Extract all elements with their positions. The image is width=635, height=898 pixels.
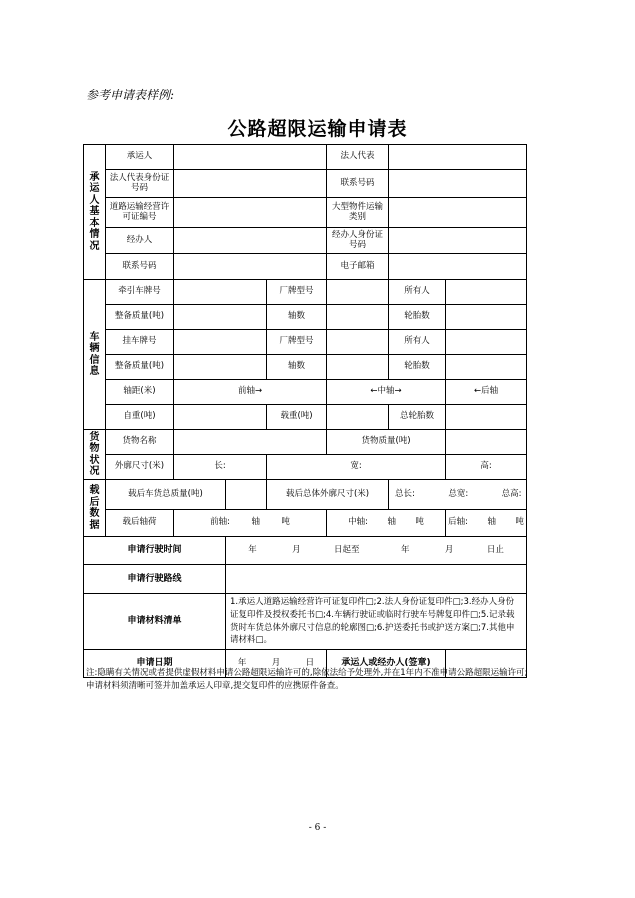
loaded-axle-load-label: 载后轴荷 <box>106 510 174 537</box>
travel-route-label: 申请行驶路线 <box>84 565 226 594</box>
front-axle-marker[interactable]: 前轴→ <box>174 380 327 405</box>
cargo-weight-label: 货物质量(吨) <box>327 430 446 455</box>
brand-model-value[interactable] <box>327 280 389 305</box>
travel-time-year: 年 <box>248 544 257 555</box>
trailer-plate-label: 挂车牌号 <box>106 330 174 355</box>
handler-value[interactable] <box>174 228 327 254</box>
loaded-rear-axle-field[interactable] <box>446 510 527 537</box>
signature-label: 承运人或经办人(签章) <box>327 650 446 678</box>
large-cargo-type-value[interactable] <box>389 198 527 228</box>
form-title: 公路超限运输申请表 <box>227 118 408 140</box>
materials-label: 申请材料清单 <box>84 594 226 650</box>
middle-axle-marker[interactable]: ←中轴→ <box>327 380 446 405</box>
legal-rep-id-value[interactable] <box>174 170 327 198</box>
travel-time-field[interactable] <box>226 537 527 565</box>
tractor-plate-label: 牵引车牌号 <box>106 280 174 305</box>
travel-time-year-2: 年 <box>400 544 410 555</box>
loaded-total-height-label: 总高: <box>501 488 522 499</box>
load-capacity-value[interactable] <box>327 405 389 430</box>
brand-model-2-label: 厂牌型号 <box>267 330 327 355</box>
section-vehicle <box>84 280 106 430</box>
cargo-length-field[interactable] <box>174 455 267 480</box>
loaded-total-weight-label: 载后车货总质量(吨) <box>106 480 226 510</box>
travel-time-day-from: 日起至 <box>334 544 360 555</box>
owner-value[interactable] <box>446 280 527 305</box>
loaded-total-width-label: 总宽: <box>448 488 469 499</box>
tractor-plate-value[interactable] <box>174 280 267 305</box>
travel-time-day-to: 日止 <box>486 544 504 555</box>
axles-2-value[interactable] <box>327 355 389 380</box>
legal-rep-label: 法人代表 <box>327 145 389 170</box>
cargo-weight-value[interactable] <box>446 430 527 455</box>
loaded-rear-ton-unit: 吨 <box>515 517 524 528</box>
apply-date-day: 日 <box>305 657 315 668</box>
phone-label: 联系号码 <box>327 170 389 198</box>
cargo-height-label: 高: <box>480 461 492 472</box>
loaded-total-dims-label: 载后总体外廓尺寸(米) <box>267 480 389 510</box>
cargo-dimensions-label: 外廓尺寸(米) <box>106 455 174 480</box>
loaded-rear-axle-label: 后轴: <box>448 517 469 528</box>
tires-2-label: 轮胎数 <box>389 355 446 380</box>
transport-permit-value[interactable] <box>174 198 327 228</box>
loaded-total-dims-value[interactable] <box>389 480 527 510</box>
load-capacity-label: 载重(吨) <box>267 405 327 430</box>
loaded-middle-axle-unit: 轴 <box>387 517 396 528</box>
loaded-front-axle-field[interactable] <box>174 510 327 537</box>
cargo-name-label: 货物名称 <box>106 430 174 455</box>
carrier-value[interactable] <box>174 145 327 170</box>
self-weight-value[interactable] <box>174 405 267 430</box>
phone-value[interactable] <box>389 170 527 198</box>
handler-id-label: 经办人身份证号码 <box>327 228 389 254</box>
owner-label: 所有人 <box>389 280 446 305</box>
loaded-total-weight-value[interactable] <box>226 480 267 510</box>
handler-id-value[interactable] <box>389 228 527 254</box>
brand-model-2-value[interactable] <box>327 330 389 355</box>
cargo-width-field[interactable] <box>267 455 446 480</box>
loaded-middle-ton-unit: 吨 <box>415 517 424 528</box>
total-tires-value[interactable] <box>446 405 527 430</box>
handler-label: 经办人 <box>106 228 174 254</box>
tires-2-value[interactable] <box>446 355 527 380</box>
section-vehicle-label: 车辆信息 <box>89 331 100 377</box>
application-form-table <box>83 144 527 678</box>
tires-label: 轮胎数 <box>389 305 446 330</box>
curb-weight-2-value[interactable] <box>174 355 267 380</box>
loaded-total-length-label: 总长: <box>395 488 415 499</box>
axles-value[interactable] <box>327 305 389 330</box>
section-loaded-label: 载后数据 <box>89 485 100 531</box>
page-number: - 6 - <box>308 823 327 833</box>
curb-weight-label: 整备质量(吨) <box>106 305 174 330</box>
curb-weight-2-label: 整备质量(吨) <box>106 355 174 380</box>
loaded-front-axle-unit: 轴 <box>251 517 260 528</box>
axles-label: 轴数 <box>267 305 327 330</box>
section-cargo-label: 货物状况 <box>89 431 100 477</box>
section-carrier-label: 承运人基本情况 <box>89 171 100 252</box>
materials-list: 1.承运人道路运输经营许可证复印件□;2.法人身份证复印件□;3.经办人身份证复印件及授权委托书□;4.车辆行驶证或临时行驶车号牌复印件□;5.记录载货时车货总体外廓尺寸信息的轮廓图□;6.护送委托书或护送方案□;7.其他申请材料□。 <box>226 594 527 650</box>
apply-date-label: 申请日期 <box>84 650 226 678</box>
wheelbase-label: 轴距(米) <box>106 380 174 405</box>
legal-rep-value[interactable] <box>389 145 527 170</box>
owner-2-label: 所有人 <box>389 330 446 355</box>
travel-time-month-2: 月 <box>444 544 454 555</box>
form-note: 注:隐瞒有关情况或者提供虚假材料申请公路超限运输许可的,除依法给予处理外,并在1年内不准申请公路超限运输许可;申请材料须清晰可签并加盖承运人印章,提交复印件的应携原件备查。 <box>86 668 528 692</box>
cargo-length-label: 长: <box>214 461 226 472</box>
travel-route-value[interactable] <box>226 565 527 594</box>
travel-time-month: 月 <box>292 544 301 555</box>
cargo-name-value[interactable] <box>174 430 327 455</box>
section-cargo <box>84 430 106 480</box>
contact-phone-label: 联系号码 <box>106 254 174 280</box>
section-carrier <box>84 145 106 280</box>
curb-weight-value[interactable] <box>174 305 267 330</box>
legal-rep-id-label: 法人代表身份证号码 <box>106 170 174 198</box>
email-value[interactable] <box>389 254 527 280</box>
axles-2-label: 轴数 <box>267 355 327 380</box>
cargo-width-label: 宽: <box>350 461 362 472</box>
owner-2-value[interactable] <box>446 330 527 355</box>
tires-value[interactable] <box>446 305 527 330</box>
apply-date-year: 年 <box>237 657 247 668</box>
email-label: 电子邮箱 <box>327 254 389 280</box>
self-weight-label: 自重(吨) <box>106 405 174 430</box>
cargo-height-field[interactable] <box>446 455 527 480</box>
loaded-rear-axle-unit: 轴 <box>487 517 496 528</box>
loaded-front-ton-unit: 吨 <box>281 517 290 528</box>
transport-permit-label: 道路运输经营许可证编号 <box>106 198 174 228</box>
loaded-front-axle-label: 前轴: <box>210 517 231 528</box>
section-loaded <box>84 480 106 537</box>
loaded-middle-axle-label: 中轴: <box>348 517 369 528</box>
contact-phone-value[interactable] <box>174 254 327 280</box>
large-cargo-type-label: 大型物件运输类别 <box>327 198 389 228</box>
rear-axle-marker[interactable]: ←后轴 <box>446 380 527 405</box>
total-tires-label: 总轮胎数 <box>389 405 446 430</box>
carrier-label: 承运人 <box>106 145 174 170</box>
loaded-middle-axle-field[interactable] <box>327 510 446 537</box>
reference-sample-label: 参考申请表样例: <box>86 88 175 102</box>
trailer-plate-value[interactable] <box>174 330 267 355</box>
apply-date-month: 月 <box>271 657 281 668</box>
travel-time-label: 申请行驶时间 <box>84 537 226 565</box>
brand-model-label: 厂牌型号 <box>267 280 327 305</box>
